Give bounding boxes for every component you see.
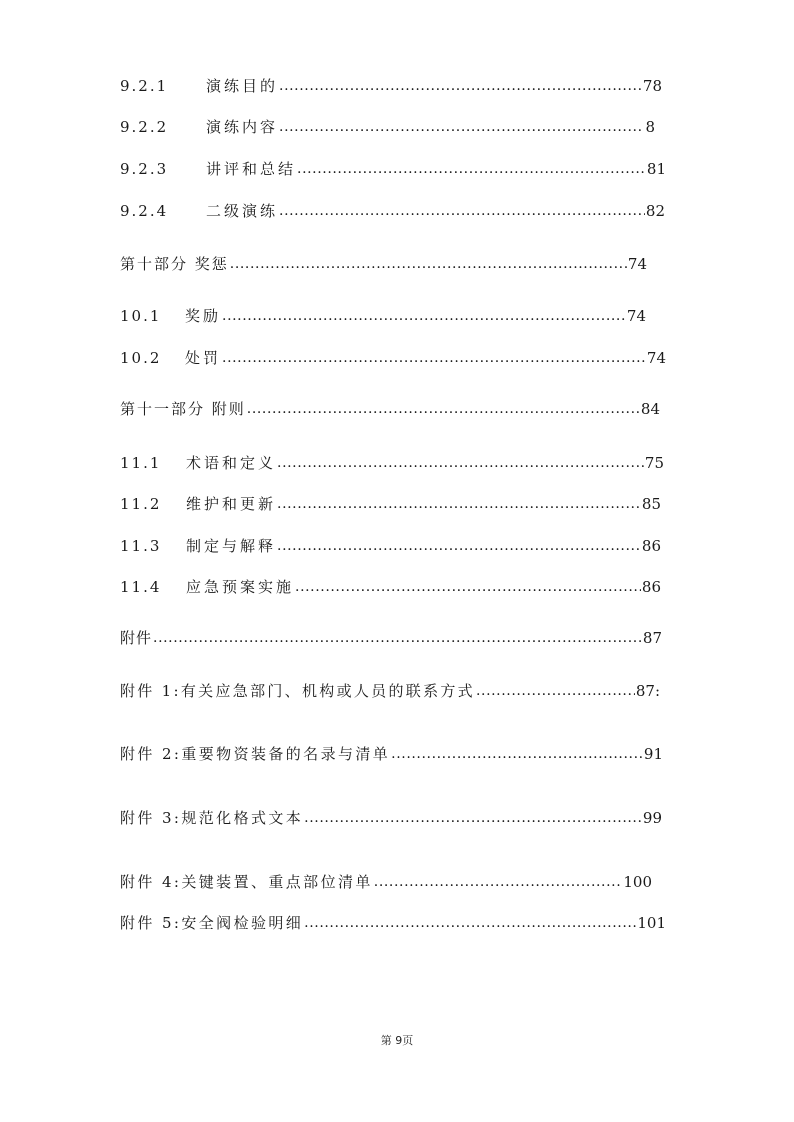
toc-page-number: 74 (646, 349, 666, 367)
toc-page-number: 100 (623, 873, 652, 891)
toc-page-number: 85 (641, 495, 661, 513)
toc-title: 演练目的 (206, 77, 279, 95)
toc-number: 9.2.3 (120, 160, 169, 178)
toc-leader (247, 398, 640, 420)
page-footer-number: 第 9页 (380, 1034, 414, 1047)
toc-entry-attachments[interactable] (120, 627, 662, 649)
toc-page-number: 74 (626, 307, 646, 325)
toc-leader (279, 200, 645, 222)
toc-leader (374, 871, 623, 893)
toc-leader (304, 912, 636, 934)
toc-number: 9.2.1 (120, 77, 169, 95)
toc-entry-part-11[interactable] (120, 398, 660, 420)
toc-leader (222, 347, 646, 369)
toc-leader (277, 493, 641, 515)
toc-title: 演练内容 (206, 118, 279, 136)
toc-page-number: 78 (642, 77, 662, 95)
toc-page-number: 87: (635, 682, 660, 700)
toc-page-number: 75 (644, 454, 664, 472)
toc-leader (277, 535, 641, 557)
toc-entry-9-2-1[interactable] (120, 75, 662, 97)
toc-page-number: 86 (641, 578, 661, 596)
toc-number: 11.4 (120, 578, 162, 596)
toc-title: 维护和更新 (186, 495, 277, 513)
toc-leader (476, 680, 635, 702)
toc-title: 二级演练 (206, 202, 279, 220)
toc-entry-attachment-2[interactable] (120, 743, 663, 765)
toc-leader (391, 743, 643, 765)
toc-page-number: 101 (637, 914, 666, 932)
toc-leader (304, 807, 642, 829)
toc-title: 应急预案实施 (186, 578, 295, 596)
toc-entry-9-2-2[interactable] (120, 116, 655, 138)
toc-page-number: 82 (645, 202, 665, 220)
toc-leader (295, 576, 641, 598)
toc-number: 11.2 (120, 495, 162, 513)
toc-number: 9.2.4 (120, 202, 169, 220)
toc-title: 附件 5:安全阀检验明细 (120, 914, 304, 932)
toc-entry-11-3[interactable] (120, 535, 661, 557)
toc-number: 10.2 (120, 349, 162, 367)
toc-entry-10-1[interactable] (120, 305, 646, 327)
toc-entry-9-2-4[interactable] (120, 200, 665, 222)
toc-entry-attachment-5[interactable] (120, 912, 666, 934)
toc-page-number: 81 (646, 160, 666, 178)
toc-entry-part-10[interactable] (120, 253, 647, 275)
toc-entry-attachment-4[interactable] (120, 871, 652, 893)
toc-number: 11.3 (120, 537, 162, 555)
toc-leader (222, 305, 626, 327)
toc-number: 10.1 (120, 307, 162, 325)
toc-title: 处罚 (185, 349, 222, 367)
toc-entry-attachment-3[interactable] (120, 807, 662, 829)
toc-leader (153, 627, 642, 649)
toc-page-number: 91 (643, 745, 663, 763)
toc-entry-9-2-3[interactable] (120, 158, 666, 180)
toc-title: 奖励 (185, 307, 222, 325)
toc-page-number: 74 (627, 255, 647, 273)
toc-page-number: 84 (640, 400, 660, 418)
toc-entry-11-2[interactable] (120, 493, 661, 515)
toc-number: 11.1 (120, 454, 162, 472)
toc-title: 第十一部分 附则 (120, 400, 246, 418)
toc-title: 术语和定义 (186, 454, 277, 472)
toc-leader (277, 452, 644, 474)
toc-title: 附件 (120, 629, 153, 647)
toc-entry-11-1[interactable] (120, 452, 664, 474)
toc-page-number: 8 (645, 118, 655, 136)
toc-title: 讲评和总结 (206, 160, 297, 178)
toc-leader (230, 253, 627, 275)
toc-title: 附件 3:规范化格式文本 (120, 809, 304, 827)
toc-leader (297, 158, 646, 180)
toc-number: 9.2.2 (120, 118, 169, 136)
toc-entry-attachment-1[interactable] (120, 680, 660, 702)
toc-title: 附件 2:重要物资装备的名录与清单 (120, 745, 391, 763)
toc-entry-10-2[interactable] (120, 347, 666, 369)
toc-leader (279, 116, 644, 138)
toc-title: 第十部分 奖惩 (120, 255, 229, 273)
toc-title: 附件 1:有关应急部门、机构或人员的联系方式 (120, 682, 475, 700)
toc-page-number: 87 (642, 629, 662, 647)
toc-entry-11-4[interactable] (120, 576, 661, 598)
toc-title: 制定与解释 (186, 537, 277, 555)
toc-page-number: 86 (641, 537, 661, 555)
toc-page-number: 99 (642, 809, 662, 827)
toc-leader (279, 75, 642, 97)
toc-title: 附件 4:关键装置、重点部位清单 (120, 873, 373, 891)
